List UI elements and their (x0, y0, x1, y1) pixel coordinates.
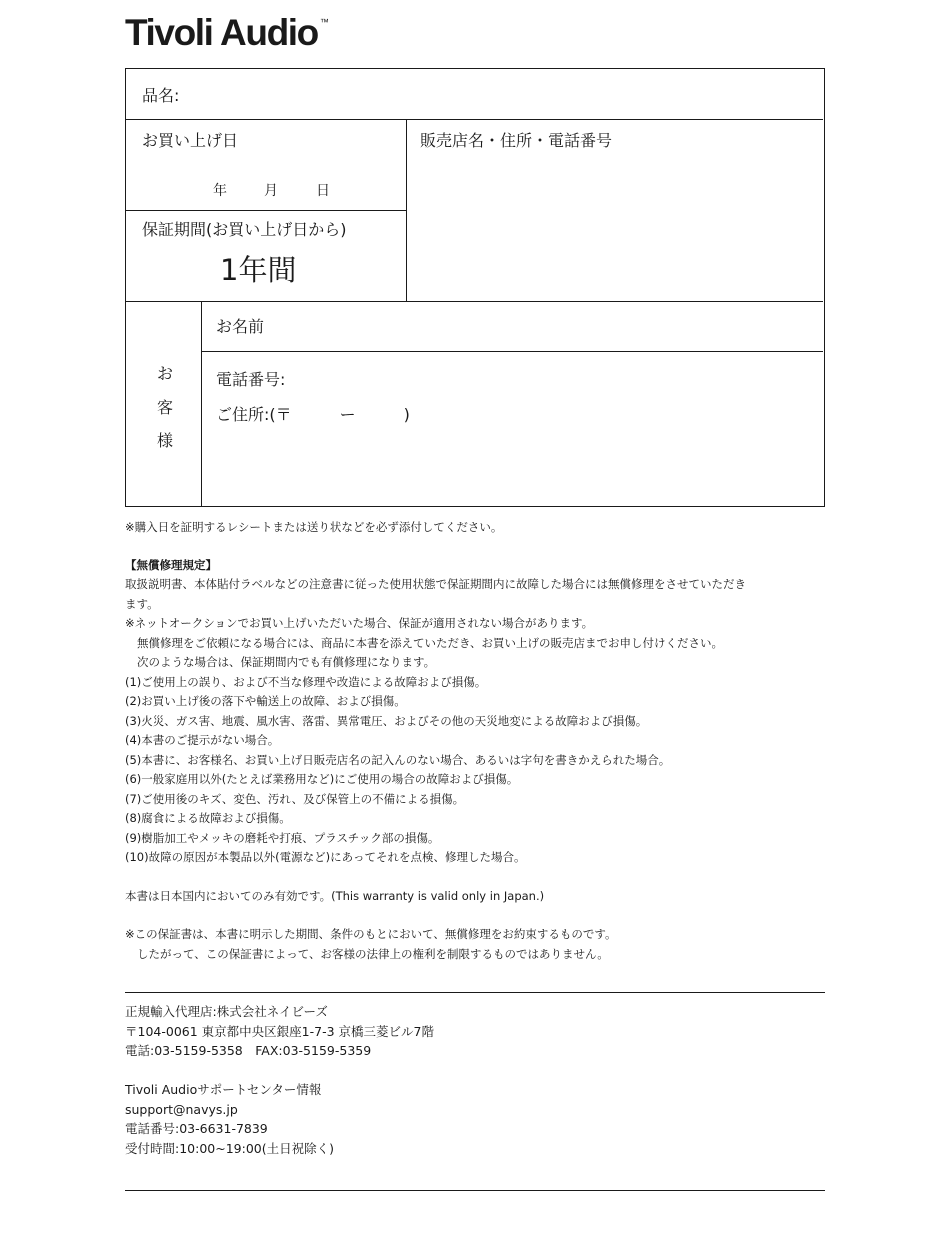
importer-phone-fax: 電話:03-5159-5358 FAX:03-5159-5359 (125, 1043, 372, 1058)
condition-item: (9)樹脂加工やメッキの磨耗や打痕、プラスチック部の損傷。 (125, 830, 440, 845)
customer-label-char: 客 (157, 398, 174, 417)
warranty-form (125, 68, 825, 507)
customer-label-char: お (157, 364, 174, 383)
form-divider (201, 351, 823, 352)
support-phone: 電話番号:03-6631-7839 (125, 1121, 268, 1136)
support-hours: 受付時間:10:00~19:00(土日祝除く) (125, 1140, 334, 1156)
day-label: 日 (316, 183, 330, 199)
note-line: 次のような場合は、保証期間内でも有償修理になります。 (137, 655, 436, 669)
promise-note: ※この保証書は、本書に明示した期間、条件のもとにおいて、無償修理をお約束するものです。 (125, 927, 617, 941)
condition-item: (4)本書のご提示がない場合。 (125, 733, 280, 747)
warranty-period-label: 保証期間(お買い上げ日から) (142, 220, 347, 239)
condition-item: (6)一般家庭用以外(たとえば業務用など)にご使用の場合の故障および損傷。 (125, 772, 519, 786)
form-divider (126, 210, 406, 211)
customer-label-char: 様 (157, 431, 174, 450)
support-center-title: Tivoli Audioサポートセンター情報 (125, 1082, 322, 1097)
warranty-period-value: 1年間 (220, 253, 297, 287)
purchase-date-label: お買い上げ日 (142, 131, 239, 150)
customer-phone-label: 電話番号: (216, 370, 286, 389)
note-line: ます。 (125, 596, 159, 611)
customer-name-label: お名前 (216, 317, 265, 336)
note-line: 取扱説明書、本体貼付ラベルなどの注意書に従った使用状態で保証期間内に故障した場合には無償修理をさせていただき (125, 577, 746, 591)
section-divider (125, 992, 825, 993)
condition-item: (1)ご使用上の誤り、および不当な修理や改造による故障および損傷。 (125, 674, 487, 689)
condition-item: (7)ご使用後のキズ、変色、汚れ、及び保管上の不備による損傷。 (125, 791, 465, 806)
importer-address: 〒104-0061 東京都中央区銀座1-7-3 京橋三菱ビル7階 (125, 1023, 434, 1039)
condition-item: (3)火災、ガス害、地震、風水害、落雷、異常電圧、およびその他の天災地変による故障および損傷。 (125, 713, 648, 728)
year-label: 年 (213, 183, 227, 199)
free-repair-heading: 【無償修理規定】 (125, 557, 217, 572)
form-divider (126, 119, 823, 120)
condition-item: (10)故障の原因が本製品以外(電源など)にあってそれを点検、修理した場合。 (125, 850, 526, 864)
condition-item: (8)腐食による故障および損傷。 (125, 811, 291, 825)
dealer-info-label: 販売店名・住所・電話番号 (420, 131, 613, 150)
condition-item: (2)お買い上げ後の落下や輸送上の故障、および損傷。 (125, 694, 406, 708)
support-email: support@navys.jp (125, 1101, 238, 1117)
month-label: 月 (264, 183, 278, 199)
promise-note: したがって、この保証書によって、お客様の法律上の権利を制限するものではありません。 (137, 946, 609, 961)
note-line: 無償修理をご依頼になる場合には、商品に本書を添えていただき、お買い上げの販売店までお申し付けください。 (137, 635, 724, 650)
customer-address-label: ご住所:(〒 ー ) (216, 405, 410, 424)
contact-info (125, 1002, 434, 1158)
receipt-note: ※購入日を証明するレシートまたは送り状などを必ず添付してください。 (125, 520, 503, 534)
form-divider (201, 301, 202, 506)
form-divider (126, 301, 823, 302)
note-line: ※ネットオークションでお買い上げいただいた場合、保証が適用されない場合があります。 (125, 616, 594, 630)
tivoli-audio-logo: Tivoli Audio ™ (125, 12, 328, 53)
validity-note: 本書は日本国内においてのみ有効です。(This warranty is valid only in Japan.) (125, 888, 545, 903)
warranty-notes (125, 518, 830, 964)
form-divider (406, 119, 407, 301)
bottom-divider (125, 1190, 825, 1191)
importer-name: 正規輸入代理店:株式会社ネイビーズ (125, 1004, 328, 1019)
product-name-label: 品名: (142, 86, 180, 105)
condition-item: (5)本書に、お客様名、お買い上げ日販売店名の記入んのない場合、あるいは字句を書きかえられた場合。 (125, 752, 671, 767)
